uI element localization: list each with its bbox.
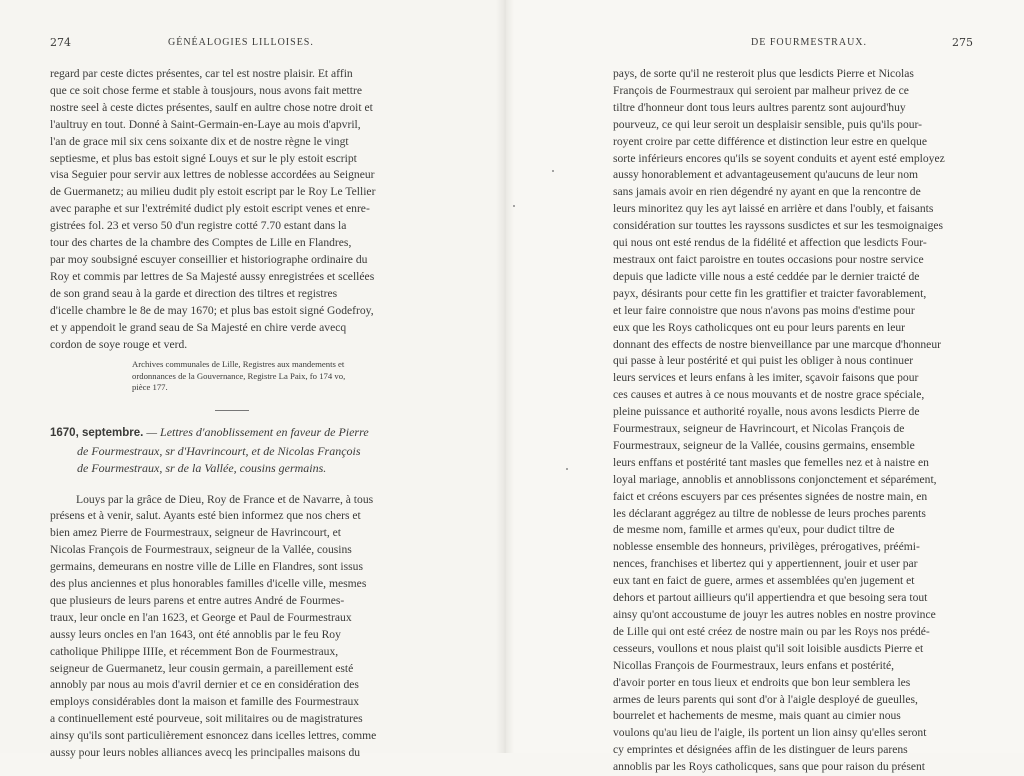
text-line: annoblis par les Roys catholicques, sans que pour raison du présent (613, 760, 926, 774)
text-line: François de Fourmestraux qui seroient par malheur privez de ce (613, 83, 909, 97)
ink-speck (513, 205, 515, 207)
text-line: armes de leurs parents qui sont d'or à l'aigle desployé de gueulles, (613, 692, 918, 706)
text-line: que ce soit chose ferme et stable à tousjours, nous avons fait mettre (50, 83, 362, 97)
text-line: qui passe à leur postérité et qui puist les obliger à nous continuer (613, 354, 914, 368)
text-line: leurs services et leurs enfans à les imiter, sçavoir faisons que pour (613, 371, 919, 385)
text-line: qui nous ont esté rendus de la fidélité et affection que lesdicts Four- (613, 236, 927, 250)
entry-title-line: — Lettres d'anoblissement en faveur de Pierre (146, 425, 369, 440)
text-line: seigneur de Guermanetz, leur cousin germain, a pareillement esté (50, 661, 354, 675)
text-line: les déclarant aggrégez au tiltre de noblesse de leurs proches parents (613, 506, 926, 520)
text-line: présens et à venir, salut. Ayants esté bien informez que nos chers et (50, 509, 361, 523)
entry-date: 1670, septembre. (50, 427, 144, 440)
text-line: de Guermanetz; au milieu dudit ply estoit escript par le Roy Le Tellier (50, 185, 376, 199)
right-body (613, 66, 971, 776)
text-line: septiesme, et plus bas estoit signé Louys et sur le ply estoit escript (50, 151, 357, 165)
citation-line: Archives communales de Lille, Registres aux mandements et (132, 359, 345, 370)
citation-line: pièce 177. (132, 382, 168, 392)
entry-title-line: de Fourmestraux, sr d'Havrincourt, et de Nicolas François (77, 443, 361, 458)
text-line: Fourmestraux, seigneur de la Vallée, cousins germains, ensemble (613, 438, 915, 452)
text-line: ainsy qu'ont accoustume de jouyr les autres nobles en nostre province (613, 608, 936, 621)
text-line: considération sur touttes les rayssons susdictes et sur les tesmoignaiges (613, 219, 944, 233)
text-line: Nicolas François de Fourmestraux, seigneur de la Vallée, cousins (50, 543, 352, 557)
text-line: et leur faire connoistre que nous n'avons pas moins d'estime pour (613, 303, 915, 317)
text-line: sorte inférieurs encores qu'ils se soyent conduits et ayent esté employez (613, 151, 945, 165)
text-line: et y appendoit le grand seau de Sa Majesté en chire verde avecq (50, 320, 347, 334)
text-line: de Lille qui ont esté créez de nostre main ou par les Roys nos prédé- (613, 624, 930, 638)
ink-speck (566, 468, 568, 470)
text-line: nences, franchises et libertez qui y appertiennent, jouir et user par (613, 557, 918, 571)
text-line: de son grand seau à la garde et direction des tiltres et registres (50, 286, 338, 300)
text-line: nostre seel à ceste dictes présentes, saulf en aultre chose notre droit et (50, 100, 373, 114)
text-line: sans jamais avoir en rien dégendré ny ayant en que la rencontre de (613, 185, 921, 199)
citation-line: ordonnances de la Gouvernance, Registre La Paix, fo 174 vo, (132, 370, 346, 381)
text-line: Nicollas François de Fourmestraux, leurs enfans et postérité, (613, 658, 895, 672)
text-line: cy emprintes et désignées affin de les distinguer de leurs parens (613, 743, 908, 757)
book-gutter (496, 0, 514, 753)
text-line: tour des chartes de la chambre des Comptes de Lille en Flandres, (50, 236, 352, 250)
text-line: donnant des effects de nostre bienveillance par une marcque d'honneur (613, 337, 941, 351)
text-line: bien amez Pierre de Fourmestraux, seigneur de Havrincourt, et (50, 526, 342, 540)
text-line: payx, désirants pour cette fin les grattifier et traicter favorablement, (613, 286, 927, 300)
text-line: noblesse ensemble des honneurs, privilèges, prérogatives, préémi- (613, 540, 920, 554)
left-body (50, 66, 413, 762)
text-line: voulons qu'au lieu de l'aigle, ils portent un lion ainsy qu'elles seront (613, 726, 927, 740)
text-line: d'icelle chambre le 8e de may 1670; et plus bas estoit signé Godefroy, (50, 303, 374, 317)
text-line: cesseurs, voullons et nous plaist qu'il soit loisible ausdicts Pierre et (613, 641, 924, 655)
text-line: d'avoir porter en tous lieux et endroits que bon leur semblera les (613, 675, 911, 689)
text-line: Fourmestraux, seigneur de Havrincourt, et Nicolas François de (613, 422, 905, 436)
text-line: aussy honorablement et advantageusement qu'aucuns de leur nom (613, 168, 919, 182)
text-line: pays, de sorte qu'il ne resteroit plus que lesdicts Pierre et Nicolas (613, 67, 914, 80)
entry-heading (50, 424, 413, 477)
text-line: Roy et commis par lettres de Sa Majesté aussy enregistrées et scellées (50, 269, 375, 283)
section-divider (215, 410, 249, 411)
text-line: par moy soubsigné escuyer conseillier et historiographe ordinaire du (50, 252, 368, 266)
text-line: de mesme nom, famille et armes qu'eux, pour dudict tiltre de (613, 523, 895, 537)
text-line: visa Seguier pour servir aux lettres de noblesse accordées au Seigneur (50, 168, 375, 182)
text-line: royent croire par cette différence et distinction leur estre en quelque (613, 134, 927, 148)
text-line: catholique Philippe IIIIe, et récemment Bon de Fourmestraux, (50, 644, 339, 658)
text-line: eux que les Roys catholicques ont eu pour leurs parents en leur (613, 320, 906, 334)
text-line: avec paraphe et sur l'extrémité dudict ply estoit escript venes et enre- (50, 202, 370, 216)
text-line: leurs minoritez quy les ayt laissé en arrière et dans l'oubly, et faisants (613, 202, 934, 216)
right-page-number: 275 (952, 36, 973, 49)
left-running-head: GÉNÉALOGIES LILLOISES. (168, 37, 314, 48)
text-line: Louys par la grâce de Dieu, Roy de France et de Navarre, à tous (76, 492, 374, 506)
text-line: tiltre d'honneur dont tous leurs aultres parentz sont aujourd'huy (613, 100, 906, 114)
text-line: l'aultruy en tout. Donné à Saint-Germain-en-Laye au mois d'apvril, (50, 117, 361, 131)
text-line: bourrelet et hachements de mesme, mais quant au cimier nous (613, 709, 901, 723)
text-line: loyal mariage, annoblis et annoblissons conjonctement et séparément, (613, 472, 937, 486)
text-line: annobly par nous au mois d'avril dernier et ce en considération des (50, 678, 359, 692)
text-line: dehors et partout aillieurs qu'il appertiendra et que besoing sera tout (613, 591, 928, 605)
text-line: que plusieurs de leurs parens et entre autres André de Fourmes- (50, 593, 345, 607)
text-line: ainsy qu'ils sont particulièrement esnoncez dans icelles lettres, comme (50, 729, 377, 743)
text-line: aussy leurs oncles en l'an 1643, ont été annoblis par le feu Roy (50, 627, 341, 641)
text-line: aussy pour leurs nobles alliances avecq les principalles maisons du (50, 746, 361, 760)
left-page (0, 0, 505, 760)
text-line: mestraux ont faict paroistre en toutes occasions pour nostre service (613, 252, 924, 266)
entry-title-line: de Fourmestraux, sr de la Vallée, cousins germains. (77, 461, 327, 476)
text-line: regard par ceste dictes présentes, car tel est nostre plaisir. Et affin (50, 67, 353, 80)
text-line: depuis que ladicte ville nous a esté ceddée par le dernier traicté de (613, 269, 920, 283)
text-line: a continuellement esté pourveue, soit militaires ou de magistratures (50, 712, 363, 726)
text-line: germains, demeurans en nostre ville de Lille en Flandres, sont issus (50, 560, 363, 574)
ink-speck (552, 170, 554, 172)
right-running-head: DE FOURMESTRAUX. (751, 37, 868, 48)
text-line: des plus anciennes et plus honorables familles d'icelle ville, mesmes (50, 577, 367, 591)
text-line: gistrées fol. 23 et verso 50 d'un registre cotté 7.70 estant dans la (50, 219, 347, 233)
text-line: employs considérables dont la maison et famille des Fourmestraux (50, 695, 360, 709)
text-line: l'an de grace mil six cens soixante dix et de nostre règne le vingt (50, 134, 349, 148)
text-line: ces causes et autres à ce nous mouvants et de nostre grace spéciale, (613, 388, 925, 402)
text-line: faict et créons escuyers par ces présentes signées de nostre main, en (613, 489, 928, 503)
text-line: pourveuz, ce qui leur seroit un desplaisir sensible, puis qu'ils pour- (613, 117, 923, 131)
text-line: leurs enffans et postérité tant masles que femelles nez et à naistre en (613, 455, 929, 469)
archives-citation (132, 359, 413, 393)
text-line: cordon de soye rouge et verd. (50, 337, 188, 351)
text-line: eux tant en faict de guere, armes et assemblées qu'en jugement et (613, 574, 915, 588)
text-line: pleine puissance et authorité royalle, nous avons lesdicts Pierre de (613, 405, 920, 419)
text-line: traux, leur oncle en l'an 1623, et George et Paul de Fourmestraux (50, 610, 352, 624)
left-page-number: 274 (50, 36, 71, 49)
